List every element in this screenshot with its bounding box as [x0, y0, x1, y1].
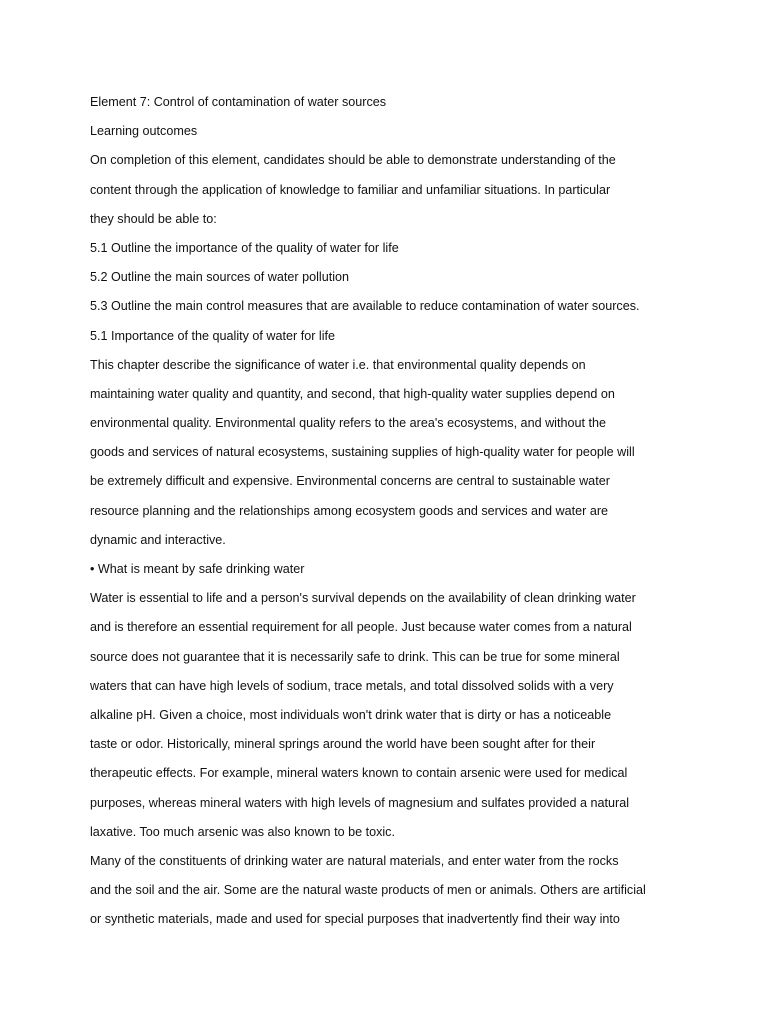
paragraph-line: source does not guarantee that it is necessarily safe to drink. This can be true for some mineral [90, 649, 620, 664]
paragraph-line: or synthetic materials, made and used for special purposes that inadvertently find their way into [90, 912, 620, 927]
paragraph-line: resource planning and the relationships among ecosystem goods and services and water are [90, 503, 609, 518]
outcome-item: 5.2 Outline the main sources of water pollution [90, 270, 350, 285]
paragraph-line: goods and services of natural ecosystems, sustaining supplies of high-quality water for people will [90, 445, 635, 460]
paragraph-line: Water is essential to life and a person's survival depends on the availability of clean drinking water [90, 591, 636, 606]
paragraph-line: taste or odor. Historically, mineral springs around the world have been sought after for their [90, 737, 596, 752]
paragraph-line: This chapter describe the significance of water i.e. that environmental quality depends on [90, 357, 586, 372]
paragraph-line: dynamic and interactive. [90, 532, 226, 547]
paragraph-line: Many of the constituents of drinking water are natural materials, and enter water from the rocks [90, 853, 619, 868]
paragraph-line: content through the application of knowledge to familiar and unfamiliar situations. In particular [90, 182, 611, 197]
paragraph-line: environmental quality. Environmental quality refers to the area's ecosystems, and without the [90, 416, 606, 431]
element-heading: Element 7: Control of contamination of water sources [90, 95, 387, 109]
paragraph-line: purposes, whereas mineral waters with high levels of magnesium and sulfates provided a natural [90, 795, 630, 810]
paragraph-line: waters that can have high levels of sodium, trace metals, and total dissolved solids with a very [90, 678, 614, 693]
paragraph-line: therapeutic effects. For example, mineral waters known to contain arsenic were used for medical [90, 766, 628, 781]
paragraph-line: be extremely difficult and expensive. Environmental concerns are central to sustainable water [90, 474, 610, 489]
outcome-item: 5.1 Outline the importance of the quality of water for life [90, 240, 399, 255]
paragraph-line: they should be able to: [90, 211, 217, 226]
paragraph-line: and the soil and the air. Some are the natural waste products of men or animals. Others are artificial [90, 883, 646, 898]
document-body [90, 88, 710, 934]
paragraph-line: and is therefore an essential requirement for all people. Just because water comes from a natural [90, 620, 632, 635]
paragraph-line: On completion of this element, candidates should be able to demonstrate understanding of the [90, 153, 616, 168]
paragraph-line: alkaline pH. Given a choice, most individuals won't drink water that is dirty or has a noticeable [90, 707, 612, 722]
bullet-heading: • What is meant by safe drinking water [90, 562, 305, 576]
paragraph-line: maintaining water quality and quantity, and second, that high-quality water supplies depend on [90, 386, 615, 401]
paragraph-line: laxative. Too much arsenic was also known to be toxic. [90, 824, 395, 839]
section-heading: 5.1 Importance of the quality of water for life [90, 328, 336, 343]
outcome-item: 5.3 Outline the main control measures that are available to reduce contamination of water sources. [90, 299, 640, 314]
learning-outcomes-heading: Learning outcomes [90, 124, 198, 139]
